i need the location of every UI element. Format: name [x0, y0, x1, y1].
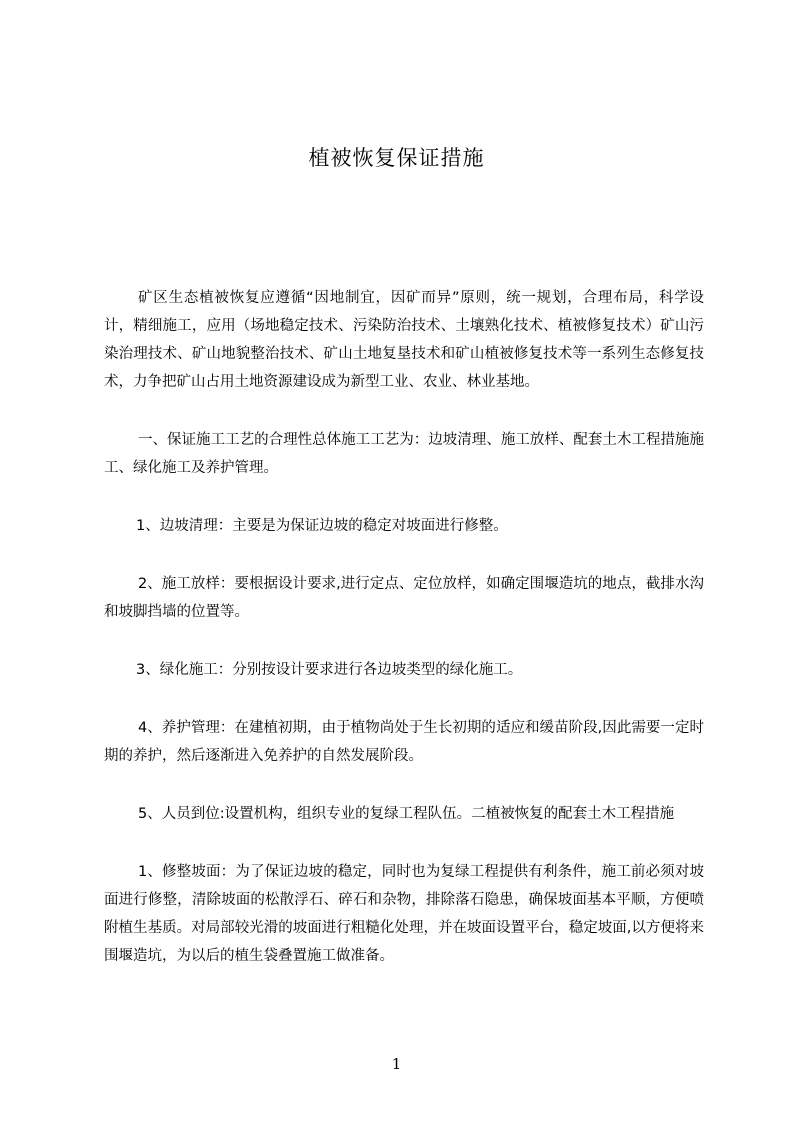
- intro-paragraph: 矿区生态植被恢复应遵循“因地制宜，因矿而异”原则，统一规划，合理布局，科学设计，精细施工，应用（场地稳定技术、污染防治技术、土壤熟化技术、植被修复技术）矿山污染治理技术、矿山地貌整治技术、矿山土地复垦技术和矿山植被修复技术等一系列生态修复技术，力争把矿山占用土地资源建设成为新型工业、农业、林业基地。: [104, 290, 704, 390]
- personnel-paragraph: 5、人员到位:设置机构，组织专业的复绿工程队伍。二植被恢复的配套土木工程措施: [138, 806, 675, 822]
- page-title: 植被恢复保证措施: [308, 146, 485, 170]
- layout-staking-paragraph: 2、施工放样：要根据设计要求,进行定点、定位放样，如确定围堰造坑的地点，截排水沟和坡脚挡墙的位置等。: [104, 576, 704, 620]
- page-number: 1: [391, 1055, 402, 1073]
- maintenance-paragraph: 4、养护管理：在建植初期，由于植物尚处于生长初期的适应和缓苗阶段,因此需要一定时期的养护，然后逐渐进入免养护的自然发展阶段。: [104, 720, 704, 764]
- document-body: [104, 284, 704, 970]
- slope-clearing-paragraph: 1、边坡清理：主要是为保证边坡的稳定对坡面进行修整。: [136, 518, 508, 534]
- greening-paragraph: 3、绿化施工：分别按设计要求进行各边坡类型的绿化施工。: [136, 662, 523, 678]
- slope-trimming-paragraph: 1、修整坡面：为了保证边坡的稳定，同时也为复绿工程提供有利条件，施工前必须对坡面进行修整，清除坡面的松散浮石、碎石和杂物，排除落石隐患，确保坡面基本平顺，方便喷附植生基质。对局部较光滑的坡面进行粗糙化处理，并在坡面设置平台，稳定坡面,以方便将来围堰造坑，为以后的植生袋叠置施工做准备。: [104, 864, 704, 964]
- section-one-paragraph: 一、保证施工工艺的合理性总体施工工艺为：边坡清理、施工放样、配套土木工程措施施工、绿化施工及养护管理。: [104, 432, 704, 476]
